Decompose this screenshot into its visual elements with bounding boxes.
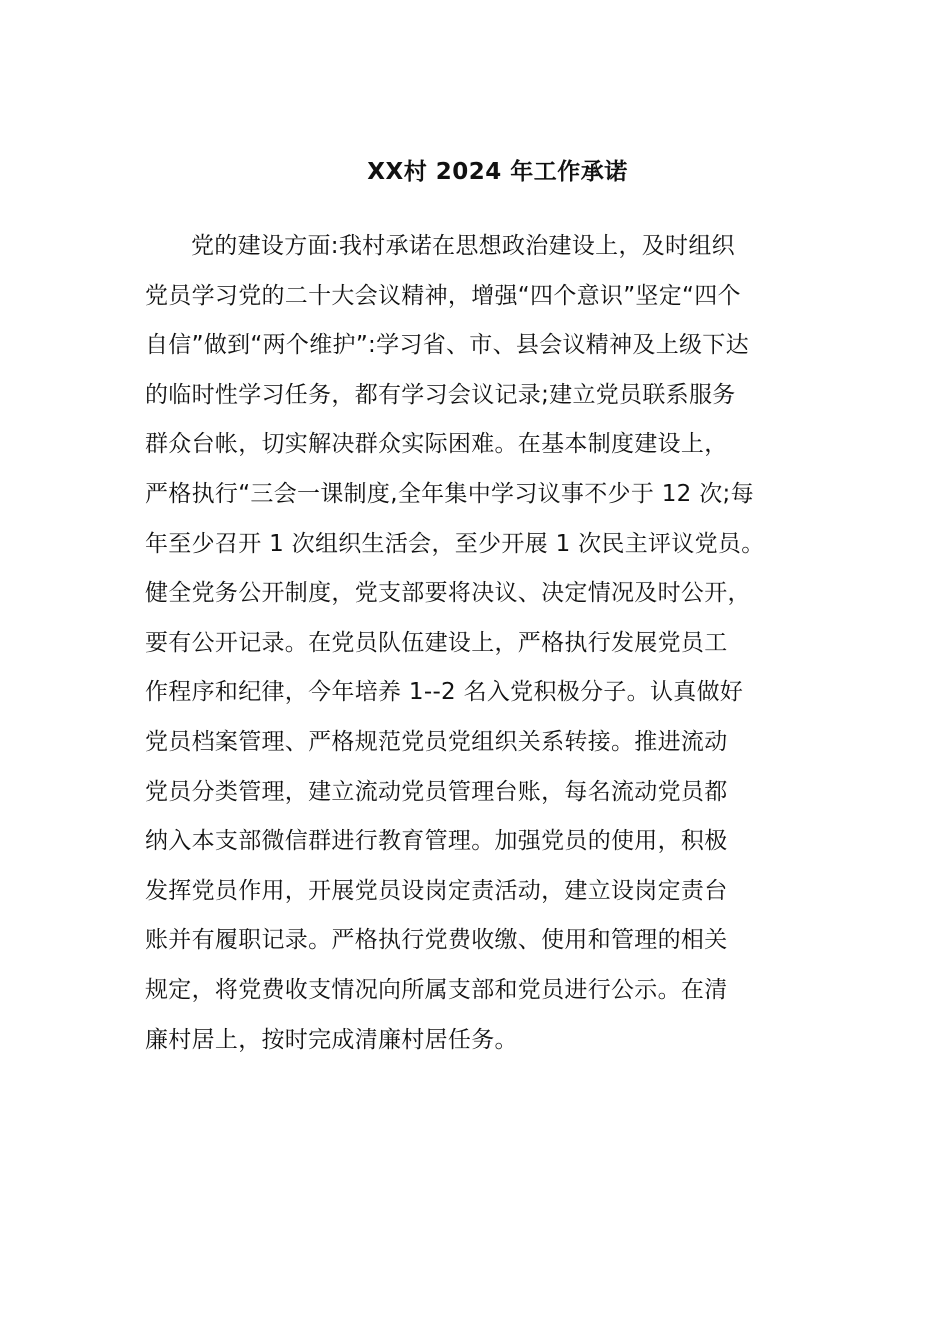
body-line: 纳入本支部微信群进行教育管理。加强党员的使用，积极: [145, 828, 728, 855]
body-line: 要有公开记录。在党员队伍建设上，严格执行发展党员工: [145, 629, 728, 656]
body-line: 党员档案管理、严格规范党员党组织关系转接。推进流动: [145, 728, 728, 755]
body-line: 廉村居上，按时完成清廉村居任务。: [145, 1026, 518, 1053]
body-line: 的临时性学习任务，都有学习会议记录;建立党员联系服务: [145, 381, 736, 408]
body-line: 规定，将党费收支情况向所属支部和党员进行公示。在清: [145, 976, 728, 1003]
body-line: 健全党务公开制度，党支部要将决议、决定情况及时公开，: [145, 580, 751, 607]
body-line: 账并有履职记录。严格执行党费收缴、使用和管理的相关: [145, 927, 728, 954]
body-line: 党的建设方面:我村承诺在思想政治建设上，及时组织: [191, 233, 735, 259]
document-title: XX村 2024 年工作承诺: [367, 159, 628, 185]
body-line: 党员学习党的二十大会议精神，增强“四个意识”坚定“四个: [145, 282, 741, 309]
body-line: 党员分类管理，建立流动党员管理台账，每名流动党员都: [145, 778, 728, 805]
body-line: 发挥党员作用，开展党员设岗定责活动，建立设岗定责台: [145, 877, 728, 904]
body-line: 作程序和纪律，今年培养 1--2 名入党积极分子。认真做好: [145, 679, 744, 706]
body-line: 自信”做到“两个维护”:学习省、市、县会议精神及上级下达: [145, 332, 749, 359]
body-line: 严格执行“三会一课制度,全年集中学习议事不少于 12 次;每: [145, 480, 754, 507]
document-body: [145, 222, 805, 1065]
body-line: 群众台帐，切实解决群众实际困难。在基本制度建设上，: [145, 431, 728, 458]
body-line: 年至少召开 1 次组织生活会，至少开展 1 次民主评议党员。: [145, 530, 765, 557]
